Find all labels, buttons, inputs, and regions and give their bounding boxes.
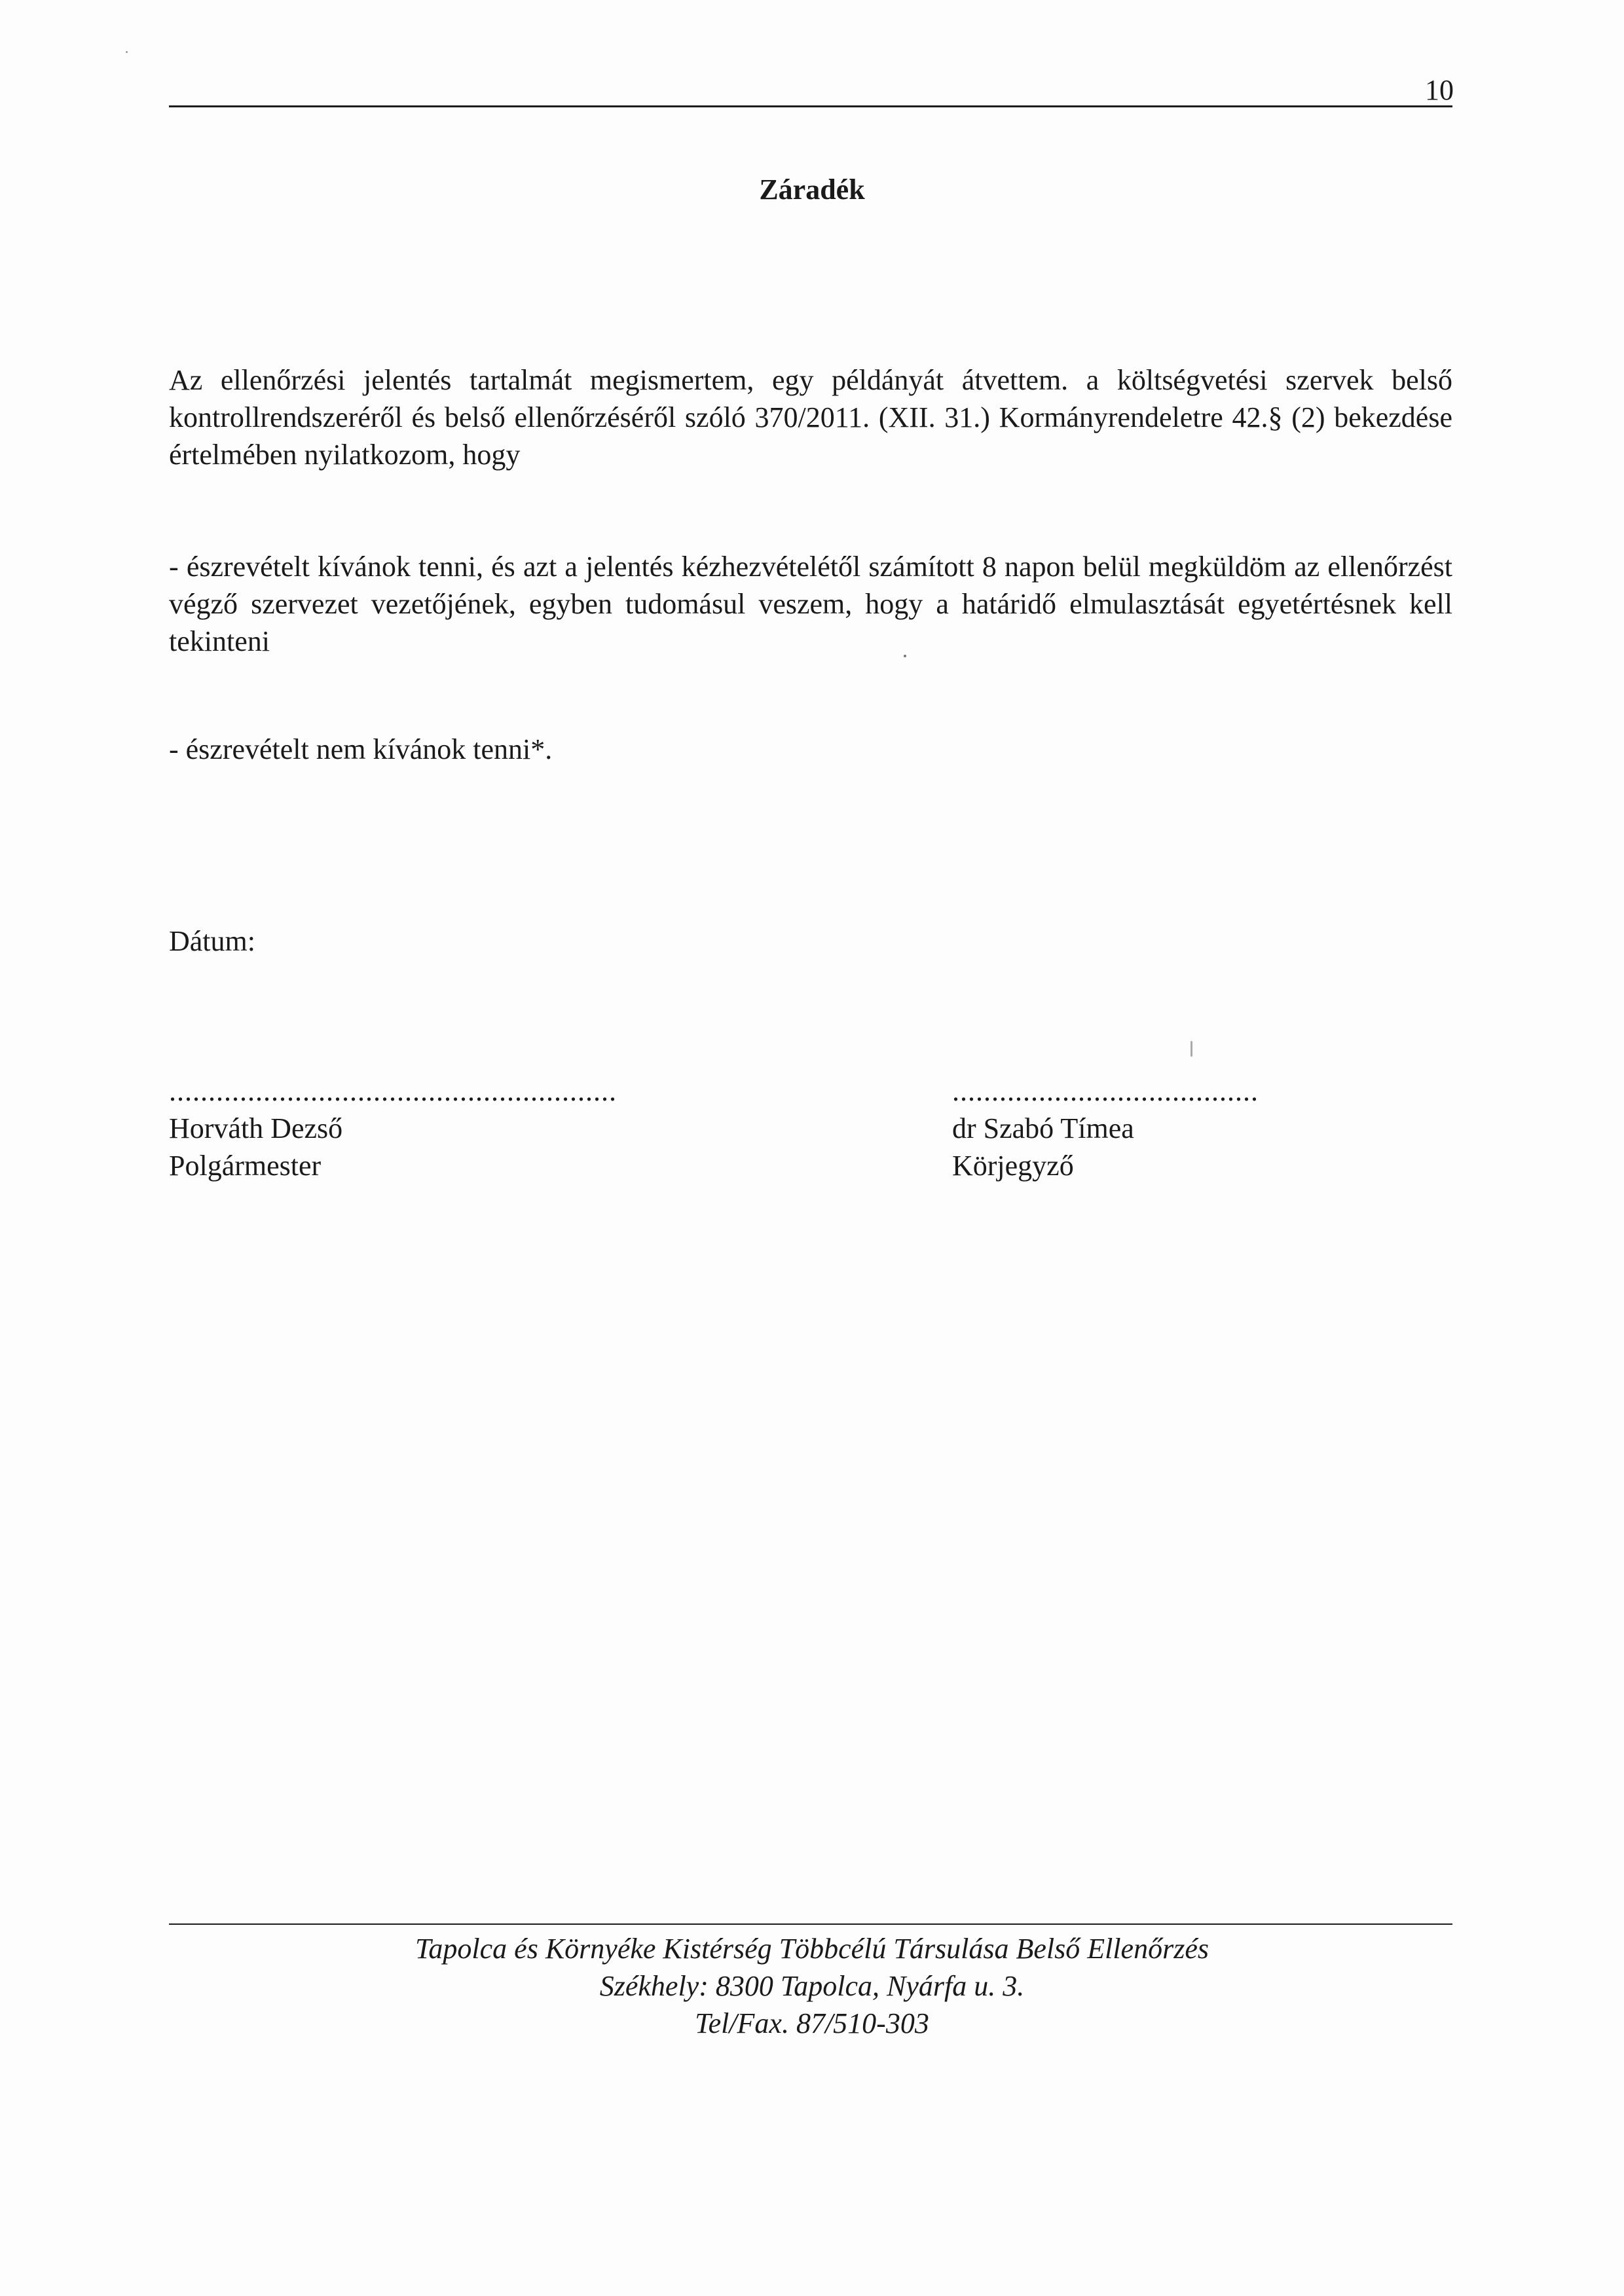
signature-block-left [169, 1072, 627, 1184]
option-no-comment-paragraph: - észrevételt nem kívánok tenni*. [169, 733, 553, 765]
footer-organization: Tapolca és Környéke Kistérség Többcélú Társulása Belső Ellenőrzés [415, 1933, 1209, 1965]
scan-speck [904, 655, 906, 657]
intro-paragraph: Az ellenőrzési jelentés tartalmát megismertem, egy példányát átvettem. a költségvetési szervek belső kontrollrendszeréről és belső ellenőrzéséről szóló 370/2011. (XII. 31.) Kormányrendeletre 42.§ (2) bekezdése értelmében nyilatkozom, hogy [169, 364, 1452, 471]
signatory-role-left: Polgármester [169, 1150, 322, 1182]
footer-address: Székhely: 8300 Tapolca, Nyárfa u. 3. [599, 1970, 1025, 2002]
header-rule [169, 105, 1452, 107]
signatory-name-left: Horváth Dezső [169, 1112, 343, 1144]
signature-line-right: ....................................... [952, 1075, 1259, 1107]
page-number: 10 [1425, 74, 1454, 106]
footer-rule [169, 1923, 1452, 1925]
option-comment-paragraph: - észrevételt kívánok tenni, és azt a jelentés kézhezvételétől számított 8 napon belül megküldöm az ellenőrzést végző szervezet vezetőjének, egyben tudomásul veszem, hogy a határidő elmulasztását egyetértésnek kell tekinteni [169, 551, 1452, 657]
document-title: Záradék [759, 173, 865, 206]
scan-speck [1190, 1041, 1192, 1057]
signatory-role-right: Körjegyző [952, 1150, 1074, 1182]
footer-phone: Tel/Fax. 87/510-303 [695, 2007, 929, 2039]
footer [0, 1930, 1624, 2042]
date-label: Dátum: [169, 925, 255, 957]
signatory-name-right: dr Szabó Tímea [952, 1112, 1134, 1144]
signature-block-right [952, 1072, 1411, 1184]
scan-speck [126, 51, 128, 53]
signature-line-left: ......................................................... [169, 1075, 617, 1107]
